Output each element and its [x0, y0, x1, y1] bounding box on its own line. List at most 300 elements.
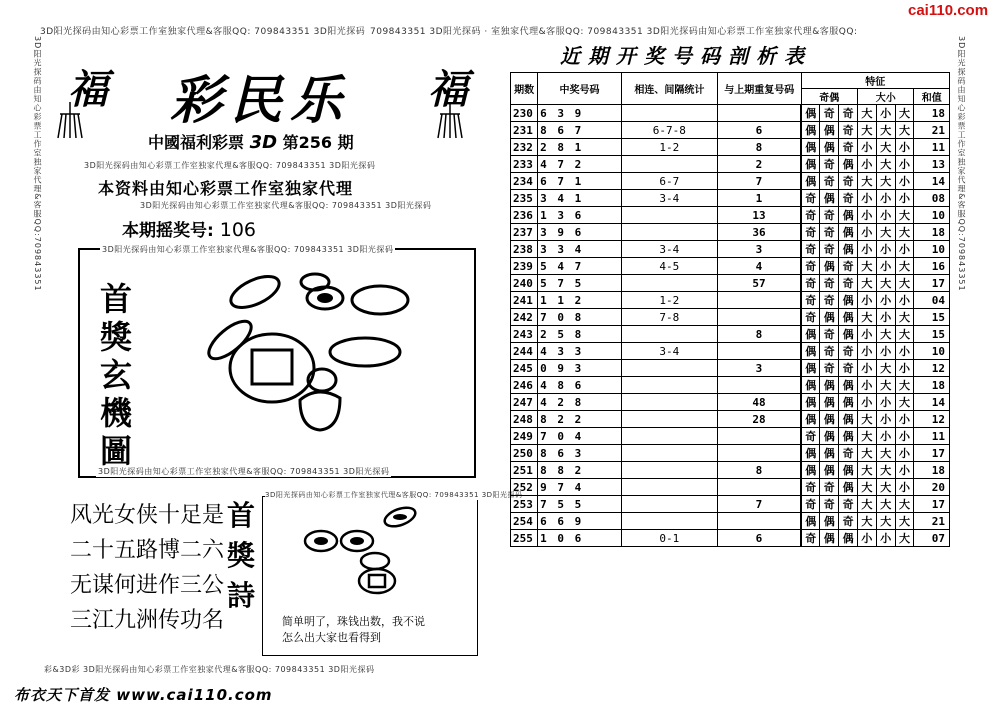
row-odd-even: 偶: [839, 411, 858, 428]
row-big-small: 大: [876, 462, 895, 479]
row-big-small: 大: [895, 224, 914, 241]
row-sum: 21: [914, 122, 950, 139]
top-watermark: 3D阳光探码由知心彩票工作室独家代理&客服QQ: 709843351 3D阳光探码: [40, 27, 366, 37]
row-repeat: 13: [717, 207, 801, 224]
row-repeat: [717, 513, 801, 530]
row-big-small: 大: [857, 445, 876, 462]
row-sum: 14: [914, 394, 950, 411]
row-big-small: 小: [857, 377, 876, 394]
row-number: 2 8 1: [538, 139, 622, 156]
row-odd-even: 偶: [820, 309, 839, 326]
vertical-title-char: 機: [99, 394, 132, 432]
poem-line: 风光女侠十足是: [70, 503, 225, 528]
row-big-small: 小: [895, 411, 914, 428]
row-odd-even: 偶: [820, 258, 839, 275]
row-odd-even: 奇: [839, 105, 858, 122]
row-issue: 246: [511, 377, 538, 394]
row-odd-even: 奇: [839, 343, 858, 360]
table-row: [511, 139, 950, 156]
header-sum: 和值: [914, 89, 950, 105]
row-repeat: 36: [717, 224, 801, 241]
issue-line-3d: 3D: [249, 132, 278, 153]
row-big-small: 小: [876, 411, 895, 428]
row-sum: 17: [914, 445, 950, 462]
table-row: [511, 428, 950, 445]
row-odd-even: 偶: [820, 377, 839, 394]
row-issue: 245: [511, 360, 538, 377]
row-span: [621, 428, 717, 445]
row-repeat: 8: [717, 326, 801, 343]
table-row: [511, 462, 950, 479]
row-issue: 251: [511, 462, 538, 479]
row-repeat: 2: [717, 156, 801, 173]
agent-line: 本资料由知心彩票工作室独家代理: [98, 179, 354, 198]
row-big-small: 大: [857, 258, 876, 275]
row-big-small: 大: [895, 326, 914, 343]
fu-left-tassel-icon: [40, 100, 100, 140]
row-odd-even: 偶: [820, 530, 839, 547]
row-big-small: 小: [895, 479, 914, 496]
row-span: [621, 513, 717, 530]
row-big-small: 小: [876, 105, 895, 122]
table-row: [511, 394, 950, 411]
poem-title-char: 獎: [226, 539, 255, 572]
table-row: [511, 224, 950, 241]
row-big-small: 大: [895, 496, 914, 513]
row-span: [621, 462, 717, 479]
row-odd-even: 奇: [839, 139, 858, 156]
row-repeat: [717, 105, 801, 122]
row-sum: 08: [914, 190, 950, 207]
row-span: 3-4: [621, 190, 717, 207]
table-row: [511, 377, 950, 394]
row-number: 8 2 2: [538, 411, 622, 428]
row-odd-even: 偶: [801, 343, 820, 360]
row-issue: 252: [511, 479, 538, 496]
bead-coin: [359, 569, 395, 593]
row-repeat: [717, 479, 801, 496]
table-row: [511, 326, 950, 343]
row-number: 6 7 1: [538, 173, 622, 190]
row-big-small: 大: [857, 496, 876, 513]
row-odd-even: 偶: [839, 224, 858, 241]
row-big-small: 大: [876, 156, 895, 173]
row-span: 6-7: [621, 173, 717, 190]
row-number: 4 3 3: [538, 343, 622, 360]
row-big-small: 大: [876, 445, 895, 462]
table-row: [511, 343, 950, 360]
row-repeat: [717, 445, 801, 462]
header-span: 相连、间隔统计: [621, 73, 717, 105]
row-repeat: 1: [717, 190, 801, 207]
row-big-small: 小: [857, 530, 876, 547]
row-big-small: 小: [857, 241, 876, 258]
row-odd-even: 奇: [839, 513, 858, 530]
row-odd-even: 奇: [801, 530, 820, 547]
top-watermark-2: 709843351 3D阳光探码 · 室独家代理&客服QQ: 709843351 3D阳光探码由知心彩票工作室独家代理&客服QQ:: [370, 27, 858, 37]
table-row: [511, 258, 950, 275]
row-big-small: 小: [876, 343, 895, 360]
row-issue: 241: [511, 292, 538, 309]
row-big-small: 大: [895, 377, 914, 394]
row-odd-even: 偶: [801, 513, 820, 530]
row-sum: 13: [914, 156, 950, 173]
row-big-small: 小: [857, 394, 876, 411]
bead-ellipse: [226, 270, 283, 314]
row-number: 5 4 7: [538, 258, 622, 275]
row-repeat: [717, 377, 801, 394]
row-big-small: 大: [895, 122, 914, 139]
row-sum: 10: [914, 343, 950, 360]
row-sum: 18: [914, 105, 950, 122]
row-big-small: 大: [876, 377, 895, 394]
row-number: 7 0 8: [538, 309, 622, 326]
note-line-1: 简单明了，珠钱出数，我不说: [282, 615, 425, 628]
row-odd-even: 偶: [801, 411, 820, 428]
row-odd-even: 奇: [820, 156, 839, 173]
lower-bead-diagram: [295, 505, 425, 605]
row-odd-even: 奇: [820, 479, 839, 496]
row-odd-even: 偶: [801, 122, 820, 139]
bead-ellipse: [352, 286, 408, 314]
row-issue: 254: [511, 513, 538, 530]
row-big-small: 大: [876, 139, 895, 156]
row-repeat: 7: [717, 173, 801, 190]
stats-table-wrap: [510, 72, 950, 547]
row-number: 4 8 6: [538, 377, 622, 394]
row-issue: 248: [511, 411, 538, 428]
row-big-small: 大: [876, 479, 895, 496]
row-sum: 18: [914, 224, 950, 241]
row-odd-even: 偶: [820, 139, 839, 156]
watermark-row-2: 3D阳光探码由知心彩票工作室独家代理&客服QQ: 709843351 3D阳光探码: [140, 201, 432, 210]
row-issue: 250: [511, 445, 538, 462]
row-big-small: 小: [895, 445, 914, 462]
row-odd-even: 奇: [839, 360, 858, 377]
bead-frame-watermark-bottom: 3D阳光探码由知心彩票工作室独家代理&客服QQ: 709843351 3D阳光探码: [98, 467, 390, 476]
row-odd-even: 奇: [801, 224, 820, 241]
row-odd-even: 奇: [801, 190, 820, 207]
row-span: [621, 275, 717, 292]
poem-title-char: 首: [226, 499, 255, 532]
row-odd-even: 偶: [820, 190, 839, 207]
row-big-small: 大: [876, 496, 895, 513]
bead-frame-watermark: 3D阳光探码由知心彩票工作室独家代理&客服QQ: 709843351 3D阳光探码: [102, 245, 394, 254]
row-odd-even: 奇: [820, 292, 839, 309]
row-odd-even: 奇: [820, 173, 839, 190]
row-big-small: 大: [857, 105, 876, 122]
row-odd-even: 奇: [801, 241, 820, 258]
row-big-small: 大: [895, 394, 914, 411]
row-odd-even: 奇: [801, 479, 820, 496]
table-row: [511, 309, 950, 326]
row-big-small: 大: [895, 309, 914, 326]
row-odd-even: 偶: [839, 462, 858, 479]
row-span: 7-8: [621, 309, 717, 326]
row-odd-even: 偶: [839, 377, 858, 394]
table-row: [511, 292, 950, 309]
bead-diagram: [200, 270, 440, 450]
row-odd-even: 奇: [801, 275, 820, 292]
row-number: 5 7 5: [538, 275, 622, 292]
row-number: 3 9 6: [538, 224, 622, 241]
row-big-small: 小: [876, 241, 895, 258]
vertical-title-char: 玄: [99, 356, 132, 394]
row-sum: 18: [914, 377, 950, 394]
row-span: [621, 360, 717, 377]
table-row: [511, 411, 950, 428]
row-big-small: 大: [857, 173, 876, 190]
row-big-small: 小: [876, 190, 895, 207]
row-odd-even: 偶: [820, 462, 839, 479]
footer-watermark: 彩&3D彩 3D阳光探码由知心彩票工作室独家代理&客服QQ: 709843351 3D阳光探码: [44, 665, 375, 674]
footer-source: 布衣天下首发 www.cai110.com: [14, 686, 273, 704]
row-big-small: 小: [876, 292, 895, 309]
row-odd-even: 偶: [820, 394, 839, 411]
row-big-small: 小: [857, 224, 876, 241]
row-repeat: 48: [717, 394, 801, 411]
row-repeat: 7: [717, 496, 801, 513]
row-odd-even: 偶: [801, 173, 820, 190]
row-big-small: 小: [895, 343, 914, 360]
row-number: 1 0 6: [538, 530, 622, 547]
row-big-small: 小: [857, 360, 876, 377]
row-span: 1-2: [621, 139, 717, 156]
row-big-small: 大: [857, 513, 876, 530]
row-sum: 18: [914, 462, 950, 479]
row-odd-even: 奇: [820, 496, 839, 513]
row-big-small: 小: [857, 326, 876, 343]
row-number: 1 3 6: [538, 207, 622, 224]
row-odd-even: 奇: [820, 360, 839, 377]
row-sum: 16: [914, 258, 950, 275]
row-issue: 230: [511, 105, 538, 122]
row-number: 4 2 8: [538, 394, 622, 411]
vertical-title-char: 圖: [99, 432, 132, 470]
row-repeat: 8: [717, 462, 801, 479]
row-big-small: 大: [857, 122, 876, 139]
row-span: [621, 156, 717, 173]
row-issue: 233: [511, 156, 538, 173]
poem-line: 二十五路博二六: [70, 538, 225, 563]
site-logo: cai110.com: [908, 2, 989, 19]
row-odd-even: 偶: [801, 105, 820, 122]
vertical-title-char: 獎: [99, 318, 132, 356]
row-big-small: 小: [895, 428, 914, 445]
poem-title: [224, 496, 258, 616]
row-odd-even: 奇: [839, 275, 858, 292]
table-row: [511, 530, 950, 547]
table-row: [511, 445, 950, 462]
table-title: 近期开奖号码剖析表: [560, 44, 812, 68]
row-odd-even: 奇: [820, 224, 839, 241]
row-big-small: 大: [876, 360, 895, 377]
row-repeat: [717, 309, 801, 326]
row-issue: 239: [511, 258, 538, 275]
draw-number-row: [122, 216, 256, 241]
issue-line-prefix: 中國福利彩票: [148, 133, 245, 152]
row-big-small: 小: [857, 343, 876, 360]
row-span: 1-2: [621, 292, 717, 309]
row-issue: 255: [511, 530, 538, 547]
row-odd-even: 偶: [839, 394, 858, 411]
row-repeat: 3: [717, 241, 801, 258]
bead-cup: [300, 392, 340, 430]
row-big-small: 小: [895, 139, 914, 156]
row-sum: 04: [914, 292, 950, 309]
row-span: [621, 496, 717, 513]
row-sum: 15: [914, 309, 950, 326]
row-odd-even: 偶: [820, 428, 839, 445]
vertical-title-char: 首: [99, 280, 132, 318]
stats-table: [510, 72, 950, 547]
row-sum: 10: [914, 241, 950, 258]
row-odd-even: 奇: [820, 207, 839, 224]
vertical-title: [94, 280, 138, 470]
row-odd-even: 奇: [839, 258, 858, 275]
issue-line: [148, 130, 354, 153]
row-number: 6 3 9: [538, 105, 622, 122]
row-issue: 237: [511, 224, 538, 241]
row-issue: 240: [511, 275, 538, 292]
row-repeat: [717, 428, 801, 445]
row-sum: 10: [914, 207, 950, 224]
row-issue: 238: [511, 241, 538, 258]
row-odd-even: 偶: [839, 309, 858, 326]
table-row: [511, 105, 950, 122]
row-span: 3-4: [621, 343, 717, 360]
row-big-small: 大: [857, 275, 876, 292]
row-big-small: 小: [876, 530, 895, 547]
header-big-small: 大小: [857, 89, 913, 105]
bead-coin: [230, 334, 314, 402]
row-number: 7 5 5: [538, 496, 622, 513]
row-big-small: 小: [895, 292, 914, 309]
row-odd-even: 偶: [801, 156, 820, 173]
row-big-small: 小: [895, 190, 914, 207]
row-sum: 14: [914, 173, 950, 190]
row-odd-even: 奇: [839, 445, 858, 462]
bead-ellipse: [330, 338, 400, 366]
row-span: [621, 105, 717, 122]
row-repeat: 6: [717, 530, 801, 547]
row-number: 7 0 4: [538, 428, 622, 445]
row-repeat: [717, 343, 801, 360]
row-span: [621, 394, 717, 411]
row-number: 9 7 4: [538, 479, 622, 496]
row-big-small: 大: [876, 275, 895, 292]
row-sum: 20: [914, 479, 950, 496]
row-big-small: 小: [895, 156, 914, 173]
row-number: 0 9 3: [538, 360, 622, 377]
row-big-small: 小: [895, 360, 914, 377]
table-row: [511, 275, 950, 292]
poem: [70, 498, 224, 638]
row-odd-even: 奇: [820, 105, 839, 122]
row-number: 8 8 2: [538, 462, 622, 479]
row-odd-even: 奇: [820, 275, 839, 292]
lower-frame-watermark: 3D阳光探码由知心彩票工作室独家代理&客服QQ: 709843351 3D阳光探码: [265, 491, 523, 499]
row-issue: 231: [511, 122, 538, 139]
row-big-small: 小: [876, 309, 895, 326]
bead-coin-hole: [369, 575, 385, 587]
row-sum: 11: [914, 139, 950, 156]
row-odd-even: 奇: [801, 207, 820, 224]
table-row: [511, 496, 950, 513]
row-number: 4 7 2: [538, 156, 622, 173]
row-big-small: 小: [857, 207, 876, 224]
row-odd-even: 偶: [801, 445, 820, 462]
row-odd-even: 奇: [801, 496, 820, 513]
row-odd-even: 偶: [801, 394, 820, 411]
row-sum: 12: [914, 411, 950, 428]
row-odd-even: 偶: [839, 326, 858, 343]
row-odd-even: 偶: [839, 156, 858, 173]
fu-right-tassel-icon: [420, 100, 480, 140]
row-odd-even: 奇: [839, 190, 858, 207]
row-odd-even: 偶: [839, 292, 858, 309]
table-row: [511, 241, 950, 258]
row-repeat: [717, 292, 801, 309]
table-row: [511, 207, 950, 224]
row-sum: 11: [914, 428, 950, 445]
row-span: 3-4: [621, 241, 717, 258]
row-big-small: 大: [876, 326, 895, 343]
row-span: 0-1: [621, 530, 717, 547]
row-issue: 236: [511, 207, 538, 224]
row-span: [621, 326, 717, 343]
row-big-small: 小: [857, 156, 876, 173]
row-big-small: 小: [857, 292, 876, 309]
row-big-small: 小: [876, 428, 895, 445]
row-number: 6 6 9: [538, 513, 622, 530]
row-span: [621, 224, 717, 241]
row-issue: 253: [511, 496, 538, 513]
row-issue: 235: [511, 190, 538, 207]
row-big-small: 小: [857, 190, 876, 207]
fu-left: 福: [68, 66, 108, 113]
row-sum: 15: [914, 326, 950, 343]
row-big-small: 大: [876, 224, 895, 241]
row-odd-even: 偶: [820, 513, 839, 530]
row-issue: 249: [511, 428, 538, 445]
row-odd-even: 偶: [801, 377, 820, 394]
watermark-row-1: 3D阳光探码由知心彩票工作室独家代理&客服QQ: 709843351 3D阳光探码: [84, 161, 376, 170]
row-big-small: 大: [895, 530, 914, 547]
row-number: 2 5 8: [538, 326, 622, 343]
row-span: [621, 377, 717, 394]
row-big-small: 大: [876, 513, 895, 530]
row-big-small: 大: [857, 462, 876, 479]
row-big-small: 大: [876, 173, 895, 190]
row-big-small: 大: [876, 122, 895, 139]
row-span: 6-7-8: [621, 122, 717, 139]
row-odd-even: 奇: [801, 309, 820, 326]
header-number: 中奖号码: [538, 73, 622, 105]
row-repeat: 28: [717, 411, 801, 428]
row-repeat: 6: [717, 122, 801, 139]
row-odd-even: 偶: [820, 411, 839, 428]
row-issue: 234: [511, 173, 538, 190]
row-odd-even: 偶: [839, 428, 858, 445]
row-odd-even: 偶: [801, 462, 820, 479]
poem-line: 三江九洲传功名: [70, 608, 225, 633]
row-big-small: 小: [876, 207, 895, 224]
row-big-small: 大: [857, 411, 876, 428]
row-odd-even: 奇: [820, 241, 839, 258]
row-sum: 17: [914, 496, 950, 513]
fu-right: 福: [428, 66, 468, 113]
